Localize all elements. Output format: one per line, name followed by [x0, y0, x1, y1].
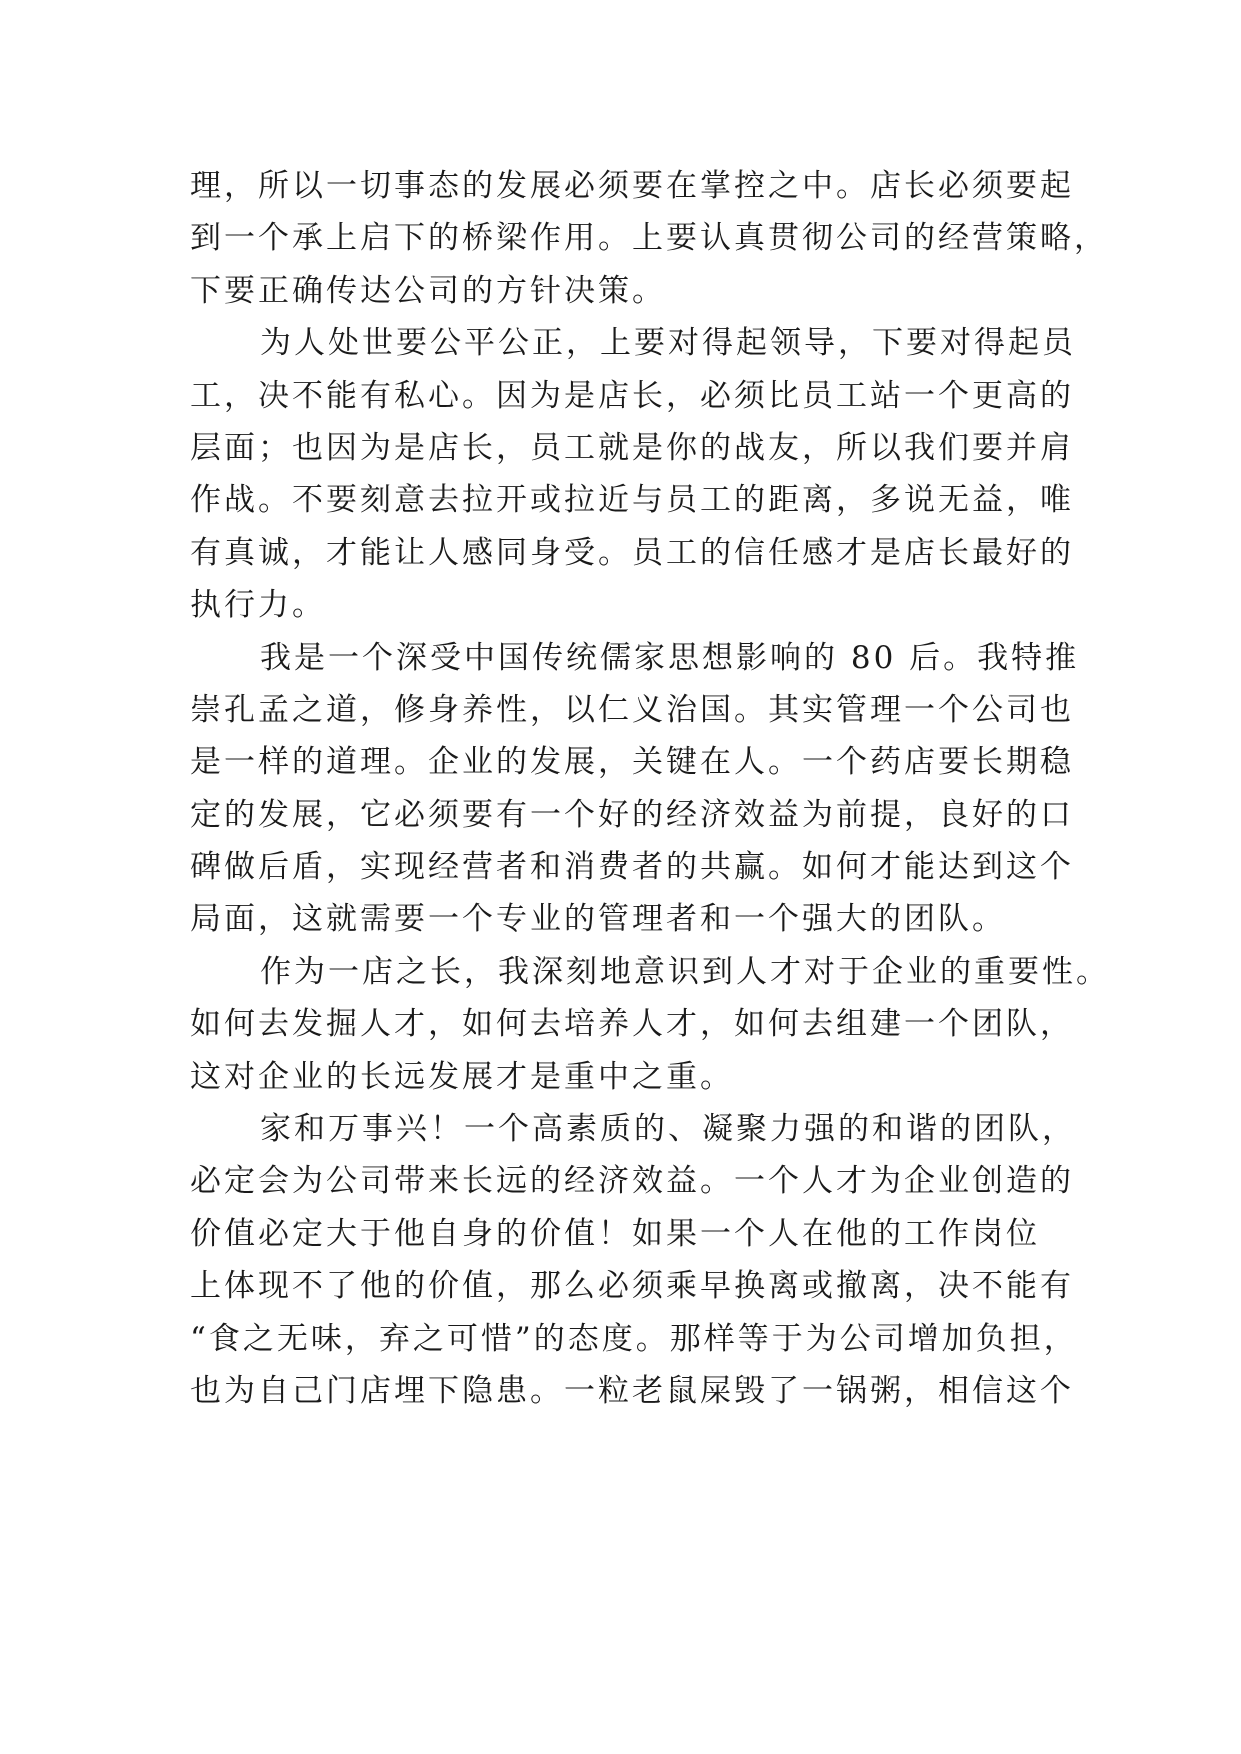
text-line: 定的发展，它必须要有一个好的经济效益为前提，良好的口	[190, 796, 1074, 833]
text-line: 层面；也因为是店长，员工就是你的战友，所以我们要并肩	[190, 429, 1074, 466]
paragraph-first-line: 为人处世要公平公正，上要对得起领导，下要对得起员	[260, 325, 1076, 362]
text-line: 局面，这就需要一个专业的管理者和一个强大的团队。	[190, 901, 1006, 938]
text-line: 碑做后盾，实现经营者和消费者的共赢。如何才能达到这个	[190, 849, 1074, 886]
text-line: 如何去发掘人才，如何去培养人才，如何去组建一个团队，	[190, 1006, 1074, 1043]
text-line: 上体现不了他的价值，那么必须乘早换离或撤离，决不能有	[190, 1268, 1074, 1305]
body-text	[190, 160, 1110, 1417]
text-line: “食之无味，弃之可惜”的态度。那样等于为公司增加负担，	[190, 1320, 1078, 1357]
paragraph-first-line: 家和万事兴！一个高素质的、凝聚力强的和谐的团队，	[260, 1111, 1076, 1148]
text-line: 作战。不要刻意去拉开或拉近与员工的距离，多说无益，唯	[190, 482, 1074, 519]
text-line: 必定会为公司带来长远的经济效益。一个人才为企业创造的	[190, 1163, 1074, 1200]
paragraph-first-line: 我是一个深受中国传统儒家思想影响的 80 后。我特推	[260, 639, 1080, 676]
text-line: 这对企业的长远发展才是重中之重。	[190, 1058, 734, 1095]
text-line: 价值必定大于他自身的价值！如果一个人在他的工作岗位	[190, 1215, 1040, 1252]
text-line: 工，决不能有私心。因为是店长，必须比员工站一个更高的	[190, 377, 1074, 414]
text-line: 到一个承上启下的桥梁作用。上要认真贯彻公司的经营策略，	[190, 220, 1108, 257]
text-line: 崇孔孟之道，修身养性，以仁义治国。其实管理一个公司也	[190, 691, 1074, 728]
paragraph-first-line: 作为一店之长，我深刻地意识到人才对于企业的重要性。	[260, 953, 1110, 990]
text-line: 下要正确传达公司的方针决策。	[190, 272, 666, 309]
text-line: 也为自己门店埋下隐患。一粒老鼠屎毁了一锅粥，相信这个	[190, 1372, 1074, 1409]
text-line: 执行力。	[190, 587, 326, 624]
text-line: 有真诚，才能让人感同身受。员工的信任感才是店长最好的	[190, 534, 1074, 571]
text-line: 是一样的道理。企业的发展，关键在人。一个药店要长期稳	[190, 744, 1074, 781]
text-line: 理，所以一切事态的发展必须要在掌控之中。店长必须要起	[190, 168, 1074, 204]
